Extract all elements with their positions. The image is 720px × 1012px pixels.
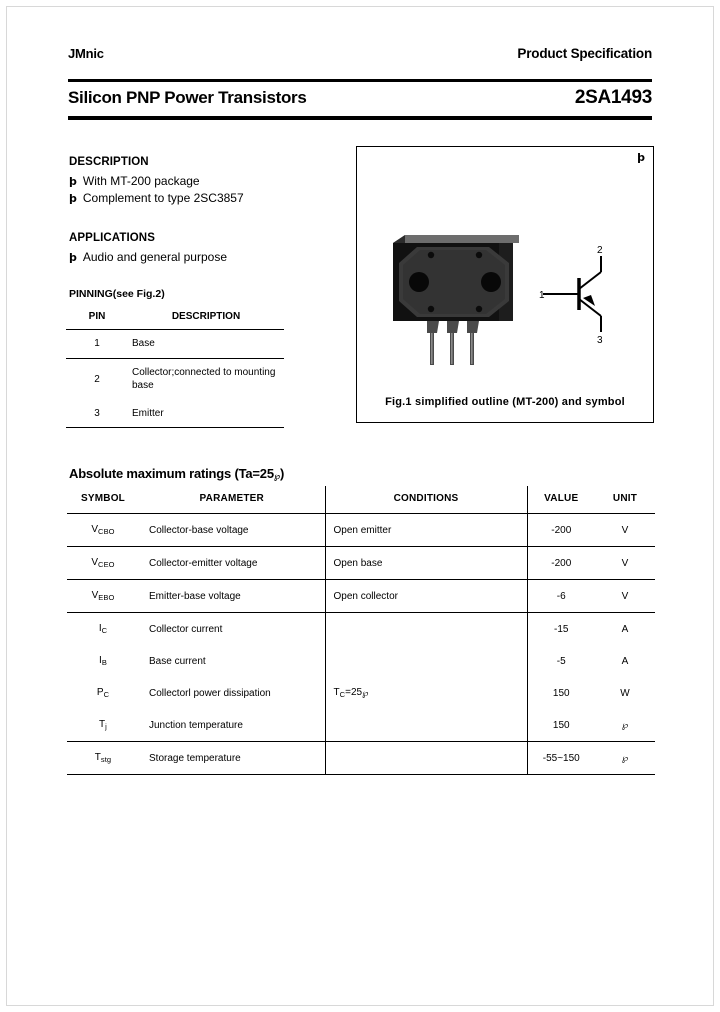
page-title: Silicon PNP Power Transistors (68, 88, 307, 107)
figure-caption: Fig.1 simplified outline (MT-200) and symbol (385, 396, 625, 408)
table-row (67, 677, 655, 709)
rating-conditions: $T_C=25℘$ (325, 677, 527, 709)
description-item-text: With MT-200 package (82, 174, 200, 188)
ratings-col-conditions: CONDITIONS (325, 486, 527, 514)
table-row (67, 709, 655, 742)
rating-parameter: Storage temperature (139, 742, 325, 775)
document-type-label: Product Specification (517, 46, 652, 61)
symbol-label-emitter: 3 (597, 335, 603, 346)
rating-parameter: Collectorl power dissipation (149, 687, 271, 699)
applications-item-text: Audio and general purpose (82, 250, 227, 264)
description-item-text: Complement to type 2SC3857 (82, 191, 244, 205)
ratings-title-suffix: ) (279, 466, 285, 481)
rating-unit (595, 709, 655, 742)
rating-unit: W (620, 687, 630, 699)
rating-parameter: Collector-emitter voltage (139, 547, 325, 580)
rating-unit: A (621, 623, 629, 635)
pin-number: 2 (94, 373, 100, 385)
applications-heading: APPLICATIONS (69, 232, 155, 244)
rating-conditions: Open collector (325, 580, 527, 613)
header-rule-bottom (68, 116, 652, 120)
rating-symbol: $P_C$ (96, 687, 110, 699)
table-row (66, 400, 284, 428)
rating-unit: V (595, 580, 655, 613)
description-heading: DESCRIPTION (69, 156, 149, 168)
rating-unit (595, 742, 655, 775)
rating-symbol: $V_{CBO}$ (67, 514, 139, 547)
pnp-transistor-symbol (537, 242, 637, 347)
pin-description: Base (128, 330, 284, 359)
pin-description: Emitter (128, 400, 284, 428)
figure-box (356, 146, 654, 423)
degree-celsius-glyph: ℘ (362, 689, 369, 699)
rating-symbol: $I_C$ (98, 623, 108, 635)
bullet-icon: þ (69, 251, 77, 264)
ratings-col-value: VALUE (527, 486, 595, 514)
ratings-col-symbol: SYMBOL (67, 486, 139, 514)
rating-conditions (325, 709, 527, 742)
rating-value: 150 (527, 709, 595, 742)
table-row (67, 613, 655, 646)
applications-item (69, 250, 227, 264)
applications-section (69, 232, 227, 264)
pin-number: 1 (66, 330, 128, 359)
brand-name: JMnic (68, 46, 104, 61)
pinning-header-row (66, 308, 284, 330)
pinning-col-pin: PIN (66, 308, 128, 330)
rating-unit: A (621, 655, 629, 667)
ratings-col-unit: UNIT (595, 486, 655, 514)
rating-value: -5 (527, 645, 595, 677)
degree-celsius-glyph: ℘ (621, 721, 629, 731)
ratings-title (69, 466, 284, 482)
table-row (67, 645, 655, 677)
pin-description: Collector;connected to mounting base (132, 366, 276, 391)
rating-symbol: $V_{EBO}$ (67, 580, 139, 613)
rating-value: -200 (527, 547, 595, 580)
part-number: 2SA1493 (574, 87, 652, 108)
title-row (68, 87, 652, 109)
absolute-maximum-ratings-table (67, 486, 655, 775)
rating-parameter: Emitter-base voltage (139, 580, 325, 613)
rating-conditions (325, 645, 527, 677)
rating-value: -6 (527, 580, 595, 613)
figure-artifact-glyph: þ (637, 151, 645, 164)
rating-value: 150 (527, 677, 595, 709)
degree-celsius-glyph: ℘ (621, 754, 629, 764)
ratings-col-parameter: PARAMETER (139, 486, 325, 514)
bullet-icon: þ (69, 175, 77, 188)
header-rule-top (68, 79, 652, 82)
pinning-title: PINNING(see Fig.2) (69, 288, 165, 300)
rating-conditions: Open emitter (325, 514, 527, 547)
table-row (66, 330, 284, 359)
pinning-col-description: DESCRIPTION (128, 308, 284, 330)
rating-symbol: $I_B$ (99, 655, 107, 667)
rating-value: -55~150 (527, 742, 595, 775)
page-header (68, 46, 652, 61)
table-row (67, 514, 655, 547)
pin-number: 3 (66, 400, 128, 428)
rating-parameter: Base current (149, 655, 206, 667)
description-item (69, 174, 244, 188)
table-row (67, 580, 655, 613)
description-section (69, 156, 244, 208)
description-item (69, 191, 244, 205)
ratings-header-row (67, 486, 655, 514)
rating-parameter: Junction temperature (139, 709, 325, 742)
rating-value: -15 (527, 613, 595, 646)
rating-parameter: Collector current (149, 623, 223, 635)
bullet-icon: þ (69, 192, 77, 205)
table-row (66, 358, 284, 400)
transistor-package-image (387, 229, 525, 369)
symbol-label-base: 1 (539, 290, 545, 301)
rating-unit: V (595, 514, 655, 547)
ratings-body (67, 514, 655, 775)
rating-symbol: $T_j$ (67, 709, 139, 742)
degree-celsius-glyph: ℘ (273, 472, 280, 482)
rating-conditions: Open base (325, 547, 527, 580)
rating-symbol: $V_{CEO}$ (67, 547, 139, 580)
rating-value: -200 (527, 514, 595, 547)
ratings-title-prefix: Absolute maximum ratings (Ta=25 (69, 466, 274, 481)
rating-unit: V (595, 547, 655, 580)
rating-symbol: $T_{stg}$ (67, 742, 139, 775)
table-row (67, 547, 655, 580)
symbol-label-collector: 2 (597, 245, 603, 256)
table-row (67, 742, 655, 775)
rating-conditions (325, 742, 527, 775)
rating-parameter: Collector-base voltage (139, 514, 325, 547)
pinning-table (66, 308, 284, 428)
rating-conditions (325, 613, 527, 646)
